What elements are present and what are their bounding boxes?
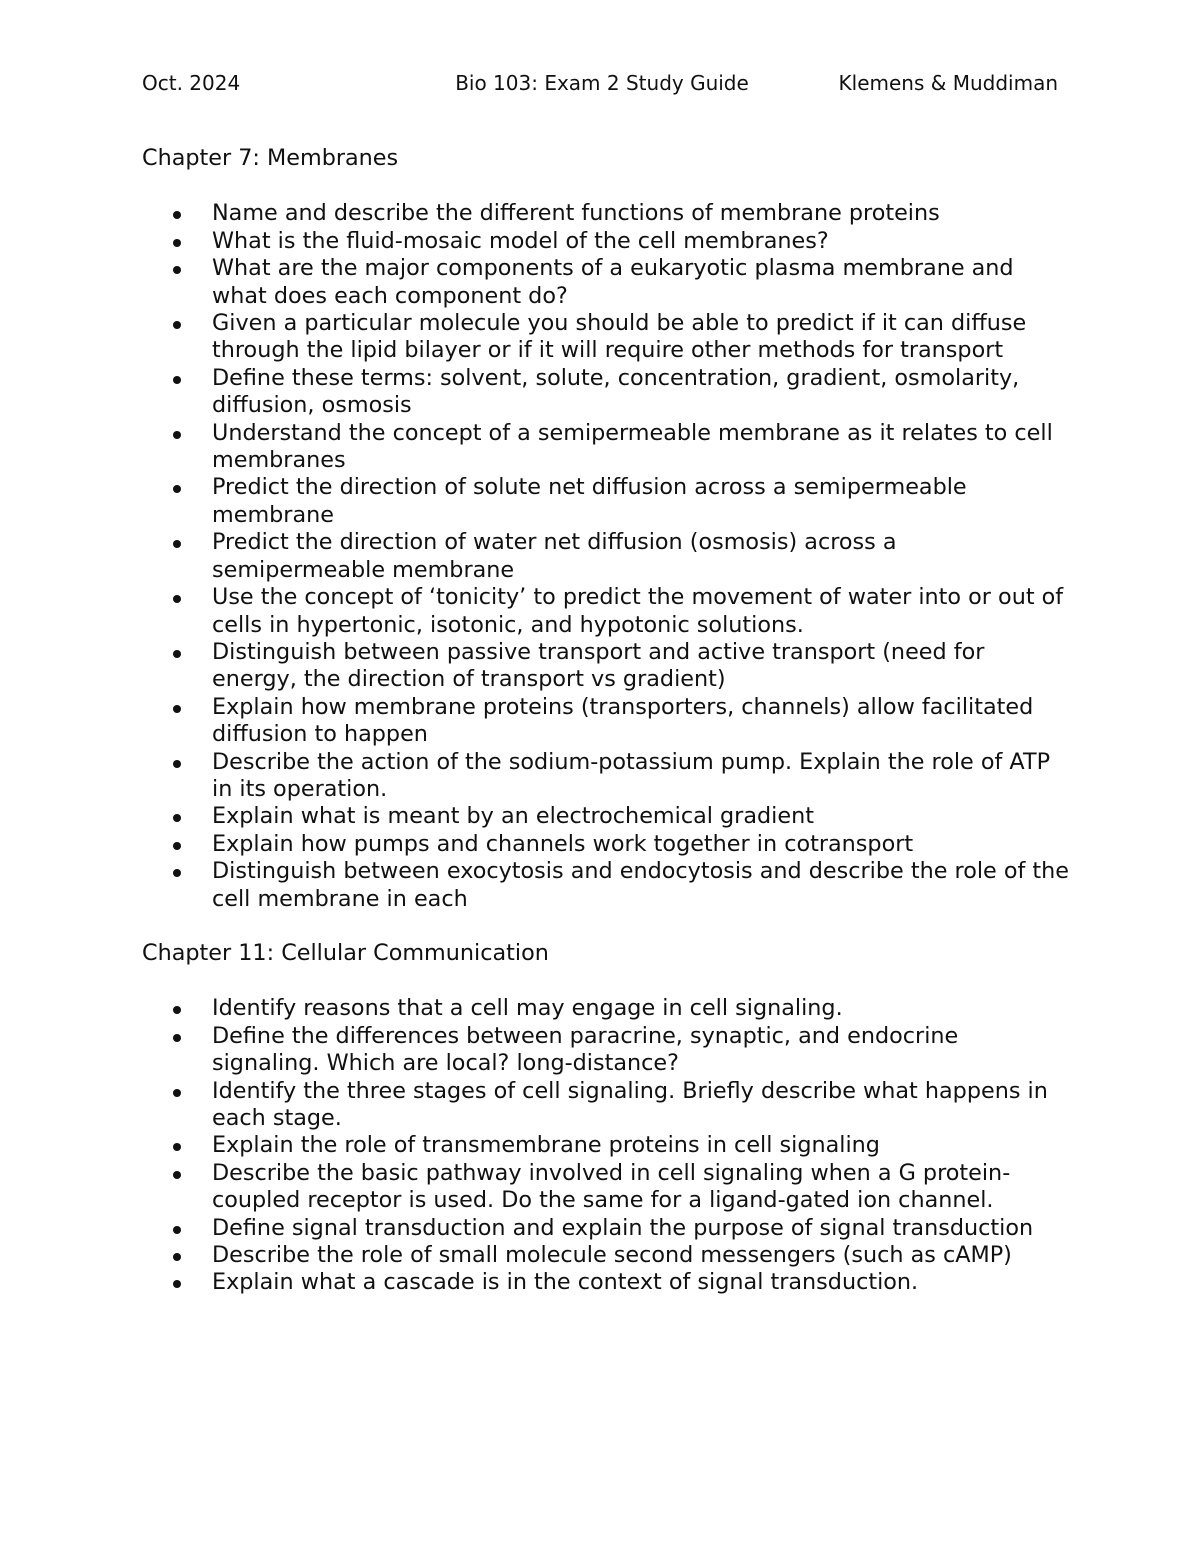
bullet-dot-icon: [173, 321, 181, 329]
list-item: [142, 584, 1072, 639]
bullet-dot-icon: [173, 485, 181, 493]
list-item: [142, 529, 1072, 584]
bullet-dot-icon: [173, 595, 181, 603]
list-item-text: Explain the role of transmembrane proteins in cell signaling: [212, 1132, 880, 1159]
document-content: [142, 145, 1072, 1297]
list-item-text: Explain how membrane proteins (transporters, channels) allow facilitated diffusion to happen: [212, 693, 1034, 748]
bullet-dot-icon: [173, 1280, 181, 1288]
list-item-text: Predict the direction of solute net diffusion across a semipermeable membrane: [212, 474, 967, 528]
list-item-text: Explain what is meant by an electrochemical gradient: [212, 803, 814, 830]
list-item: [142, 1215, 1072, 1242]
list-item-text: Distinguish between passive transport and active transport (need for energy, the direction of transport vs gradient): [212, 638, 985, 693]
list-item-text: What is the fluid-mosaic model of the cell membranes?: [212, 227, 829, 254]
list-item: [142, 1132, 1072, 1159]
section-heading: Chapter 7: Membranes: [142, 145, 399, 171]
list-item: [142, 365, 1072, 420]
list-item: [142, 1160, 1072, 1215]
bullet-dot-icon: [173, 1226, 181, 1234]
bullet-dot-icon: [173, 814, 181, 822]
bullet-dot-icon: [173, 211, 181, 219]
list-item: [142, 1242, 1072, 1269]
list-item: [142, 1023, 1072, 1078]
list-item: [142, 831, 1072, 858]
list-item-text: Explain how pumps and channels work together in cotransport: [212, 830, 914, 857]
list-item: [142, 420, 1072, 475]
list-item-text: Explain what a cascade is in the context of signal transduction.: [212, 1269, 919, 1296]
list-item: [142, 228, 1072, 255]
bullet-dot-icon: [173, 239, 181, 247]
list-item-text: Predict the direction of water net diffusion (osmosis) across a semipermeable membrane: [212, 529, 897, 583]
list-item-text: What are the major components of a eukaryotic plasma membrane and what does each component do?: [212, 255, 1014, 309]
list-item-text: Define the differences between paracrine, synaptic, and endocrine signaling. Which are local? long-distance?: [212, 1022, 959, 1077]
list-item-text: Describe the role of small molecule second messengers (such as cAMP): [212, 1242, 1012, 1269]
list-item-text: Identify the three stages of cell signaling. Briefly describe what happens in each stage.: [212, 1077, 1048, 1131]
list-item: [142, 639, 1072, 694]
header-title: Bio 103: Exam 2 Study Guide: [455, 71, 749, 95]
section-heading: Chapter 11: Cellular Communication: [142, 939, 549, 966]
list-item-text: Identify reasons that a cell may engage in cell signaling.: [212, 995, 843, 1022]
list-item-text: Name and describe the different functions of membrane proteins: [212, 200, 940, 227]
bullet-dot-icon: [173, 1006, 181, 1014]
list-item-text: Understand the concept of a semipermeable membrane as it relates to cell membranes: [212, 419, 1053, 474]
section-chapter-2: [142, 940, 1072, 1297]
list-item: [142, 255, 1072, 310]
list-item-text: Describe the action of the sodium-potassium pump. Explain the role of ATP in its operation.: [212, 748, 1051, 802]
bullet-dot-icon: [173, 842, 181, 850]
list-item: [142, 995, 1072, 1022]
sections-container: [142, 145, 1072, 1297]
list-item: [142, 694, 1072, 749]
section-chapter-1: [142, 145, 1072, 913]
list-item-text: Define signal transduction and explain the purpose of signal transduction: [212, 1214, 1034, 1241]
bullet-dot-icon: [173, 1253, 181, 1261]
list-item: [142, 1078, 1072, 1133]
list-item-text: Given a particular molecule you should be able to predict if it can diffuse through the lipid bilayer or if it will require other methods for transport: [212, 310, 1027, 364]
bullet-dot-icon: [173, 266, 181, 274]
list-item: [142, 858, 1072, 913]
bullet-dot-icon: [173, 705, 181, 713]
list-item: [142, 749, 1072, 804]
bullet-dot-icon: [173, 540, 181, 548]
bullet-dot-icon: [173, 1143, 181, 1151]
list-item: [142, 803, 1072, 830]
list-item: [142, 1269, 1072, 1296]
list-item-text: Define these terms: solvent, solute, concentration, gradient, osmolarity, diffusion, osmosis: [212, 364, 1020, 419]
list-item: [142, 310, 1072, 365]
bullet-list: [142, 200, 1072, 913]
bullet-dot-icon: [173, 376, 181, 384]
bullet-dot-icon: [173, 1089, 181, 1097]
list-item-text: Use the concept of ‘tonicity’ to predict the movement of water into or out of cells in hypertonic, isotonic, and hypotonic solutions.: [212, 584, 1064, 638]
list-item: [142, 474, 1072, 529]
list-item-text: Distinguish between exocytosis and endocytosis and describe the role of the cell membrane in each: [212, 858, 1070, 912]
header-date: Oct. 2024: [142, 71, 241, 95]
page-header: [142, 70, 1062, 126]
bullet-dot-icon: [173, 1171, 181, 1179]
bullet-dot-icon: [173, 431, 181, 439]
bullet-dot-icon: [173, 869, 181, 877]
bullet-list: [142, 995, 1072, 1296]
header-authors: Klemens & Muddiman: [838, 71, 1058, 95]
section-spacer: [142, 913, 1072, 940]
list-item-text: Describe the basic pathway involved in cell signaling when a G protein-coupled receptor is used. Do the same for a ligand-gated ion channel.: [212, 1159, 1011, 1214]
bullet-dot-icon: [173, 650, 181, 658]
bullet-dot-icon: [173, 1034, 181, 1042]
bullet-dot-icon: [173, 760, 181, 768]
list-item: [142, 200, 1072, 227]
